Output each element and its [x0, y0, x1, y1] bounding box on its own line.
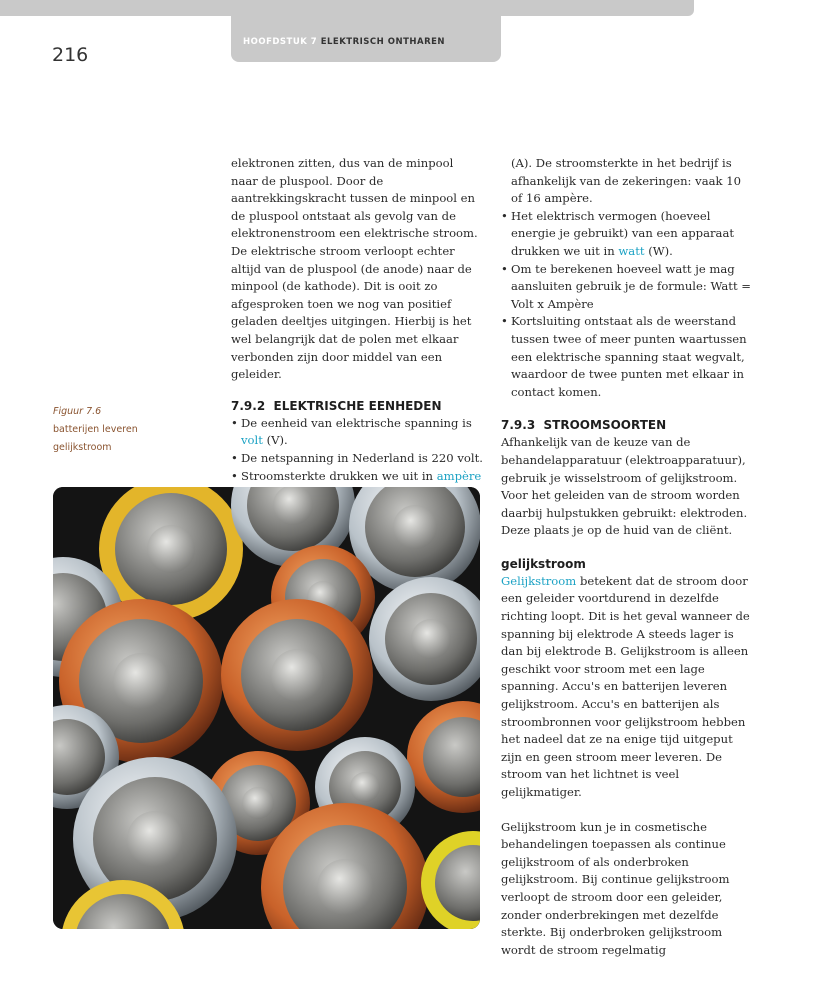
volt-link[interactable]: volt [241, 433, 263, 448]
section-heading-7-9-2 [231, 397, 483, 415]
units-list-continued [501, 208, 753, 402]
caption-line-2: gelijkstroom [53, 442, 112, 453]
list-item [501, 208, 753, 261]
batteries-illustration [53, 487, 480, 929]
section-paragraph: Afhankelijk van de keuze van de behandelapparatuur (elektroapparatuur), gebruik je wisselstroom of gelijkstroom. Voor het geleiden van de stroom worden daarbij hulpstukken gebruikt: elektroden. Deze plaats je op de huid van de cliënt. [501, 435, 748, 538]
subheading-gelijkstroom: gelijkstroom [501, 556, 586, 571]
watt-link[interactable]: watt [618, 243, 645, 258]
ampere-link[interactable]: ampère [436, 468, 482, 483]
section-heading-7-9-3 [501, 416, 753, 434]
figure-label: Figuur 7.6 [53, 406, 102, 417]
page-number: 216 [52, 44, 89, 66]
list-item-text: Het elektrisch vermogen (hoeveel energie je gebruikt) van een apparaat drukken we uit in [511, 208, 735, 258]
section-number: 7.9.2 [231, 398, 266, 413]
gelijkstroom-link[interactable]: Gelijkstroom [501, 573, 577, 588]
section-number: 7.9.3 [501, 418, 536, 433]
list-item [231, 415, 483, 450]
list-item-text: De eenheid van elektrische spanning is [241, 415, 472, 430]
paragraph-text: betekent dat de stroom door een geleider voortdurend in dezelfde richting loopt. Dit is het geval wanneer de spanning bij elektrode A steeds lager is dan bij elektrode B. Gelijkstroom is alleen geschikt voor stroom met een lage spanning. Accu's en batterijen leveren gelijkstroom. Accu's en batterijen als stroombronnen voor gelijkstroom hebben het nadeel dat ze na enige tijd uitgeput zijn en geen stroom meer leveren. De stroom van het lichtnet is veel gelijkmatiger. [501, 573, 750, 799]
chapter-label: HOOFDSTUK 7 [243, 37, 318, 47]
list-item: • De netspanning in Nederland is 220 volt. [231, 450, 483, 468]
continuous-current-paragraph: Gelijkstroom kun je in cosmetische behandelingen toepassen als continue gelijkstroom of als onderbroken gelijkstroom. Bij continue gelijkstroom verloopt de stroom door een geleider, zonder onderbrekingen met dezelfde sterkte. Bij onderbroken gelijkstroom wordt de stroom regelmatig [501, 819, 730, 957]
list-item: • Om te berekenen hoeveel watt je mag aansluiten gebruik je de formule: Watt = Volt x Ampère [501, 261, 753, 314]
battery-8 [221, 599, 373, 751]
list-item: • Kortsluiting ontstaat als de weerstand tussen twee of meer punten waartussen een elektrische spanning staat wegvalt, waardoor de twee punten met elkaar in contact komen. [501, 313, 753, 401]
figure-caption [53, 403, 138, 457]
text-column-left [231, 155, 483, 485]
chapter-title: ELEKTRISCH ONTHAREN [320, 37, 446, 47]
gelijkstroom-paragraph [501, 573, 753, 802]
caption-line-1: batterijen leveren [53, 424, 138, 435]
list-item-suffix: (W). [644, 243, 673, 258]
units-list [231, 415, 483, 485]
section-title: STROOMSOORTEN [543, 418, 667, 433]
text-column-right [501, 155, 753, 959]
continued-list-item: (A). De stroomsterkte in het bedrijf is afhankelijk van de zekeringen: vaak 10 of 16 ampère. [511, 156, 741, 206]
running-header [243, 37, 445, 47]
list-item-text: Stroomsterkte drukken we uit in [241, 468, 437, 483]
section-title: ELEKTRISCHE EENHEDEN [273, 398, 442, 413]
batteries-photo [53, 487, 480, 929]
list-item [231, 468, 483, 486]
list-item-suffix: (V). [262, 433, 288, 448]
intro-paragraph: elektronen zitten, dus van de minpool naar de pluspool. Door de aantrekkingskracht tussen de minpool en de pluspool ontstaat als gevolg van de elektronenstroom een elektrische stroom. De elektrische stroom verloopt echter altijd van de pluspool (de anode) naar de minpool (de kathode). Dit is ooit zo afgesproken toen we nog van positief geladen deeltjes uitgingen. Hierbij is het wel belangrijk dat de polen met elkaar verbonden zijn door middel van een geleider. [231, 156, 478, 382]
header-bar [0, 0, 694, 16]
